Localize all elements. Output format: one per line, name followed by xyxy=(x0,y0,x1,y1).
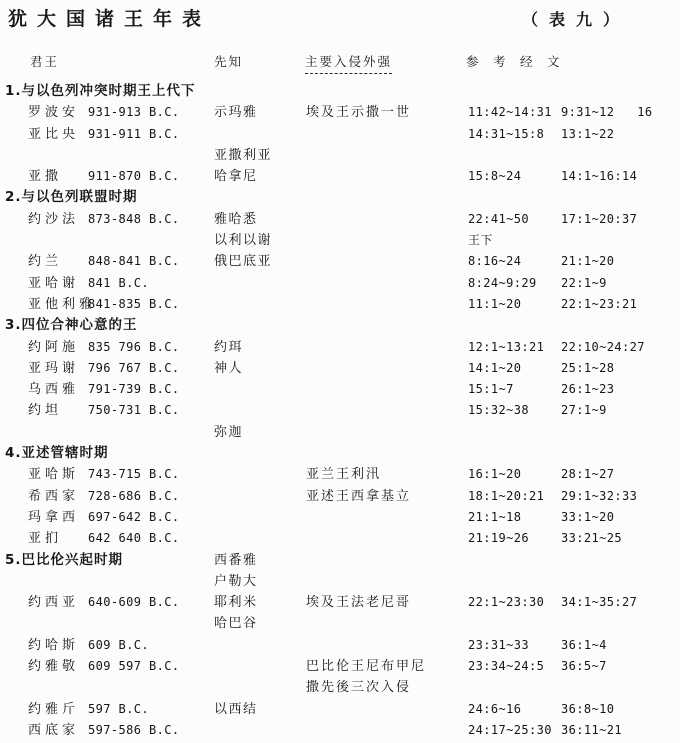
table-row xyxy=(0,105,680,126)
col-header-king: 君王 xyxy=(30,54,60,69)
reference-chronicles-cell: 14:1~16:14 xyxy=(561,169,638,184)
reign-dates-cell: 597 B.C. xyxy=(88,701,149,716)
section-heading: 3.四位合神心意的王 xyxy=(5,317,138,334)
king-name-cell: 希西家 xyxy=(28,488,80,504)
section-heading: 4.亚述管辖时期 xyxy=(5,445,109,462)
prophet-name-cell: 神人 xyxy=(214,360,244,376)
king-name-cell: 玛拿西 xyxy=(28,509,80,525)
reference-kings-cell: 24:17~25:30 xyxy=(468,722,552,737)
table-row xyxy=(0,297,680,318)
invader-name-cell: 亚述王西拿基立 xyxy=(306,488,412,504)
table-row xyxy=(0,616,680,637)
reference-kings-cell: 22:1~23:30 xyxy=(468,595,545,610)
king-name-cell: 约西亚 xyxy=(28,595,80,611)
king-name-cell: 约坦 xyxy=(28,403,63,419)
reference-kings-cell: 23:34~24:5 xyxy=(468,659,545,674)
col-header-invader: 主要入侵外强 xyxy=(305,52,392,74)
invader-name-cell: 埃及王示撒一世 xyxy=(306,105,412,121)
reference-kings-cell: 12:1~13:21 xyxy=(468,339,545,354)
table-row xyxy=(0,680,680,701)
reign-dates-cell: 911-870 B.C. xyxy=(88,169,180,184)
king-name-cell: 亚哈谢 xyxy=(28,275,80,291)
prophet-name-cell: 耶利米 xyxy=(214,595,258,611)
king-name-cell: 约雅敬 xyxy=(28,659,80,675)
king-name-cell: 亚哈斯 xyxy=(28,467,80,483)
section-heading: 5.巴比伦兴起时期 xyxy=(5,551,124,568)
table-row xyxy=(0,340,680,361)
reign-dates-cell: 841 B.C. xyxy=(88,275,149,290)
king-name-cell: 约阿施 xyxy=(28,339,80,355)
prophet-name-cell: 以西结 xyxy=(214,701,258,717)
reference-chronicles-cell: 34:1~35:27 xyxy=(561,595,638,610)
king-name-cell: 亚玛谢 xyxy=(28,360,80,376)
king-name-cell: 亚他利雅 xyxy=(28,296,97,312)
king-name-cell: 罗波安 xyxy=(28,105,80,121)
reference-kings-cell: 15:1~7 xyxy=(468,382,514,397)
reference-chronicles-cell: 33:21~25 xyxy=(561,531,622,546)
reference-kings-cell: 16:1~20 xyxy=(468,467,522,482)
reign-dates-cell: 931-913 B.C. xyxy=(88,105,180,120)
section-row xyxy=(0,553,680,574)
table-row xyxy=(0,467,680,488)
reference-kings-cell: 22:41~50 xyxy=(468,211,529,226)
reference-kings-cell: 18:1~20:21 xyxy=(468,488,545,503)
reference-chronicles-cell: 28:1~27 xyxy=(561,467,615,482)
prophet-name-cell: 雅哈悉 xyxy=(214,211,258,227)
reference-kings-cell: 21:1~18 xyxy=(468,509,522,524)
col-header-reference: 参 考 经 文 xyxy=(466,54,561,69)
table-row xyxy=(0,723,680,743)
page-title: 犹大国诸王年表 xyxy=(8,8,212,30)
table-row xyxy=(0,638,680,659)
table-row xyxy=(0,148,680,169)
invader-name-cell: 巴比伦王尼布甲尼 xyxy=(306,659,427,675)
prophet-name-cell: 哈巴谷 xyxy=(214,616,258,632)
section-row xyxy=(0,84,680,105)
king-name-cell: 亚扪 xyxy=(28,531,63,547)
reign-dates-cell: 609 597 B.C. xyxy=(88,659,180,674)
reference-chronicles-cell: 22:1~9 xyxy=(561,275,607,290)
invader-name-cell: 埃及王法老尼哥 xyxy=(306,595,412,611)
section-row xyxy=(0,446,680,467)
reference-chronicles-cell: 22:1~23:21 xyxy=(561,296,638,311)
prophet-name-cell: 哈拿尼 xyxy=(214,169,258,185)
table-row xyxy=(0,510,680,531)
reference-kings-cell: 21:19~26 xyxy=(468,531,529,546)
reference-chronicles-cell: 26:1~23 xyxy=(561,382,615,397)
section-row xyxy=(0,318,680,339)
reference-kings-cell: 8:16~24 xyxy=(468,254,522,269)
reference-kings-cell: 11:1~20 xyxy=(468,296,522,311)
table-row xyxy=(0,169,680,190)
kings-chronology-table xyxy=(0,84,680,743)
reign-dates-cell: 697-642 B.C. xyxy=(88,509,180,524)
reference-chronicles-cell: 9:31~12 16 xyxy=(561,105,653,120)
reign-dates-cell: 750-731 B.C. xyxy=(88,403,180,418)
reign-dates-cell: 796 767 B.C. xyxy=(88,360,180,375)
section-heading: 1.与以色列冲突时期王上代下 xyxy=(5,83,196,99)
king-name-cell: 亚比央 xyxy=(28,126,80,142)
reference-chronicles-cell: 17:1~20:37 xyxy=(561,211,638,226)
column-header-row xyxy=(0,52,680,74)
prophet-name-cell: 户勒大 xyxy=(214,573,258,589)
reign-dates-cell: 835 796 B.C. xyxy=(88,339,180,354)
table-row xyxy=(0,531,680,552)
reign-dates-cell: 642 640 B.C. xyxy=(88,531,180,546)
reign-dates-cell: 791-739 B.C. xyxy=(88,382,180,397)
table-row xyxy=(0,361,680,382)
king-name-cell: 西底家 xyxy=(28,722,80,738)
col-header-prophet: 先知 xyxy=(214,54,244,69)
reference-chronicles-cell: 36:1~4 xyxy=(561,637,607,652)
prophet-name-cell: 弥迦 xyxy=(214,424,244,440)
reference-chronicles-cell: 21:1~20 xyxy=(561,254,615,269)
table-row xyxy=(0,382,680,403)
table-row xyxy=(0,595,680,616)
reign-dates-cell: 841-835 B.C. xyxy=(88,296,180,311)
king-name-cell: 乌西雅 xyxy=(28,382,80,398)
table-row xyxy=(0,212,680,233)
invader-name-cell: 亚兰王利汛 xyxy=(306,467,382,483)
reference-chronicles-cell: 36:5~7 xyxy=(561,659,607,674)
reference-kings-cell: 15:8~24 xyxy=(468,169,522,184)
reference-chronicles-cell: 22:10~24:27 xyxy=(561,339,645,354)
king-name-cell: 约沙法 xyxy=(28,211,80,227)
table-number: （表九） xyxy=(522,10,631,29)
reign-dates-cell: 640-609 B.C. xyxy=(88,595,180,610)
reference-kings-cell: 24:6~16 xyxy=(468,701,522,716)
reference-chronicles-cell: 13:1~22 xyxy=(561,126,615,141)
table-row xyxy=(0,403,680,424)
table-row xyxy=(0,702,680,723)
prophet-name-cell: 俄巴底亚 xyxy=(214,254,273,270)
reference-chronicles-cell: 33:1~20 xyxy=(561,509,615,524)
reference-chronicles-cell: 25:1~28 xyxy=(561,360,615,375)
king-name-cell: 约哈斯 xyxy=(28,637,80,653)
reference-kings-cell: 王下 xyxy=(468,233,493,248)
reference-chronicles-cell: 27:1~9 xyxy=(561,403,607,418)
prophet-name-cell: 以利以谢 xyxy=(214,233,273,249)
reference-kings-cell: 23:31~33 xyxy=(468,637,529,652)
reference-chronicles-cell: 36:8~10 xyxy=(561,701,615,716)
reign-dates-cell: 848-841 B.C. xyxy=(88,254,180,269)
reign-dates-cell: 728-686 B.C. xyxy=(88,488,180,503)
reference-kings-cell: 14:1~20 xyxy=(468,360,522,375)
reference-chronicles-cell: 36:11~21 xyxy=(561,722,622,737)
table-row xyxy=(0,276,680,297)
prophet-name-cell: 示玛雅 xyxy=(214,105,258,121)
reign-dates-cell: 873-848 B.C. xyxy=(88,211,180,226)
king-name-cell: 约雅斤 xyxy=(28,701,80,717)
table-row xyxy=(0,254,680,275)
reign-dates-cell: 597-586 B.C. xyxy=(88,722,180,737)
reign-dates-cell: 743-715 B.C. xyxy=(88,467,180,482)
reign-dates-cell: 931-911 B.C. xyxy=(88,126,180,141)
reign-dates-cell: 609 B.C. xyxy=(88,637,149,652)
table-row xyxy=(0,659,680,680)
king-name-cell: 约兰 xyxy=(28,254,63,270)
table-row xyxy=(0,233,680,254)
reference-kings-cell: 15:32~38 xyxy=(468,403,529,418)
prophet-name-cell: 亚撒利亚 xyxy=(214,147,273,163)
table-row xyxy=(0,425,680,446)
king-name-cell: 亚撒 xyxy=(28,169,63,185)
table-row xyxy=(0,489,680,510)
invader-name-cell: 撒先後三次入侵 xyxy=(306,680,412,696)
reference-kings-cell: 14:31~15:8 xyxy=(468,126,545,141)
reference-kings-cell: 11:42~14:31 xyxy=(468,105,552,120)
prophet-name-cell: 约珥 xyxy=(214,339,244,355)
section-heading: 2.与以色列联盟时期 xyxy=(5,189,138,206)
reference-kings-cell: 8:24~9:29 xyxy=(468,275,537,290)
table-row xyxy=(0,127,680,148)
table-row xyxy=(0,574,680,595)
reference-chronicles-cell: 29:1~32:33 xyxy=(561,488,638,503)
prophet-name-cell: 西番雅 xyxy=(214,552,258,568)
section-row xyxy=(0,190,680,211)
